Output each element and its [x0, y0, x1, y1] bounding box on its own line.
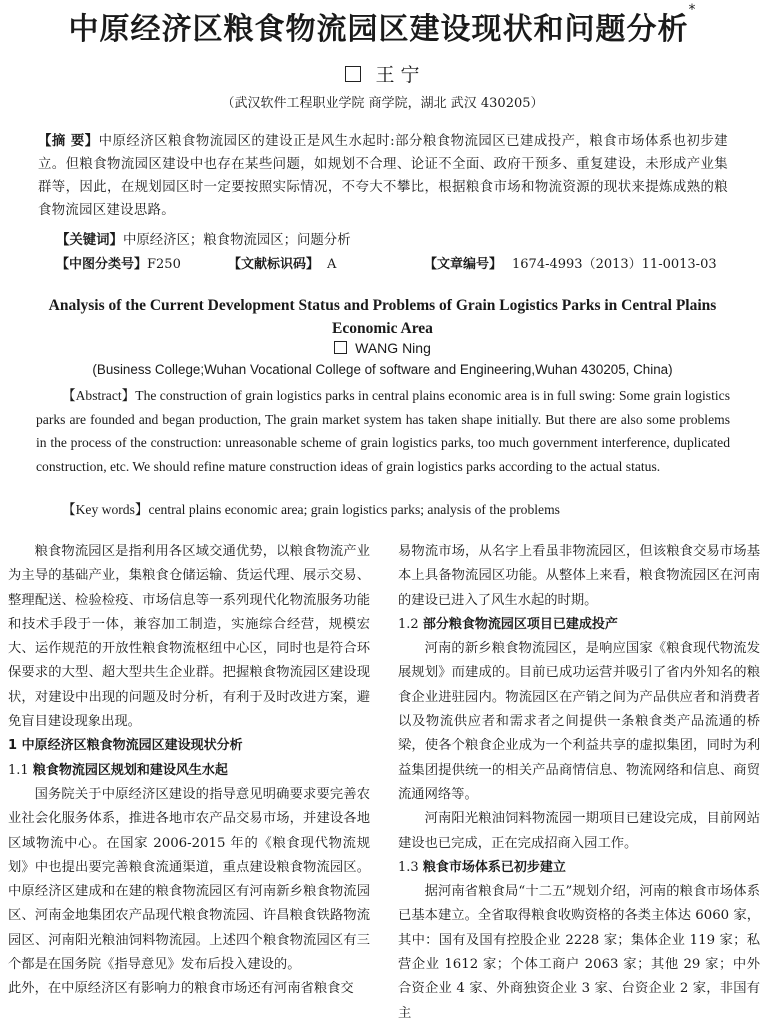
- english-author-name: WANG Ning: [355, 340, 431, 356]
- abstract-cn-text: 中原经济区粮食物流园区的建设正是风生水起时:部分粮食物流园区已建成投产，粮食市场体系也初步建立。但粮食物流园区建设中也存在某些问题，如规划不合理、论证不全面、政府干预多、重复建设，未形成产业集群等，因此，在规划园区时一定要按照实际情况，不夸大不攀比，根据粮食市场和物流资源的现状来提炼成熟的粮食物流园区建设思路。: [38, 134, 728, 218]
- title-footnote-mark: *: [688, 2, 697, 18]
- keywords-cn-label: 【关键词】: [56, 233, 123, 248]
- english-affiliation: (Business College;Wuhan Vocational College of software and Engineering,Wuhan 430205, China): [92, 362, 673, 377]
- author-name: 王 宁: [375, 64, 420, 86]
- author-box-icon: [345, 66, 361, 82]
- english-keywords: [62, 498, 560, 518]
- paragraph: 国务院关于中原经济区建设的指导意见明确要求要完善农业社会化服务体系，推进各地市农产品交易市场，并建设各地区域物流中心。在国家 2006-2015 年的《粮食现代物流规划》中也提出要完善粮食流通渠道，重点建设粮食物流园区。中原经济区建成和在建的粮食物流园区有河南新乡粮食物流园区、河南金地集团农产品现代粮食物流园、许昌粮食铁路物流园区、河南阳光粮油饲料物流园。上述四个粮食物流园区有三个都是在国务院《指导意见》发布后投入建设的。: [8, 786, 370, 973]
- doc-code: 【文献标识码】 A: [228, 257, 337, 272]
- paragraph: 据河南省粮食局“十二五”规划介绍，河南的粮食市场体系已基本建立。全省取得粮食收购资格的各类主体达 6060 家，其中：国有及国有控股企业 2228 家；集体企业 119 家；私营企业 1612 家；个体工商户 2063 家；其他 29 家；中外合资企业 4 家、外商独资企业 3 家、台资企业 2 家，非国有主: [398, 884, 760, 1021]
- abstract-cn-label: 【摘 要】: [38, 134, 99, 149]
- subsection-heading: 1.3 粮食市场体系已初步建立: [398, 859, 566, 875]
- paragraph: 此外，在中原经济区有影响力的粮食市场还有河南省粮食交: [8, 981, 354, 997]
- english-abstract-text: The construction of grain logistics parks in central plains economic area is in full swing: Some grain logistics parks are founded and began production, The grain market system has taken shape initially. But there are also some problems in the process of the construction: unreasonable scheme of grain logistics parks, too much government interference, duplicated construction, etc. We should refine mature construction ideas of grain logistics parks according to the actual status.: [36, 388, 730, 474]
- body-column-right: [398, 540, 760, 1026]
- paragraph: 粮食物流园区是指利用各区域交通优势，以粮食物流产业为主导的基础产业，集粮食仓储运输、货运代理、展示交易、整理配送、检验检疫、市场信息等一系列现代化物流服务功能和技术手段于一体，兼容加工制造，实施综合经营，规模宏大、运作规范的开放性粮食物流枢纽中心区，同时也是符合环保要求的大型、超大型共生企业群。把握粮食物流园区建设现状，对建设中出现的问题及时分析，有利于及时改进方案，避免盲目建设现象出现。: [8, 544, 370, 730]
- clc-number: 【中图分类号】F250: [56, 257, 181, 272]
- article-number: 【文章编号】 1674-4993（2013）11-0013-03: [424, 257, 717, 272]
- keywords-cn: [56, 229, 351, 248]
- paper-title: 中原经济区粮食物流园区建设现状和问题分析*: [68, 2, 697, 47]
- english-abstract-label: 【Abstract】: [62, 388, 136, 403]
- keywords-cn-text: 中原经济区；粮食物流园区；问题分析: [122, 233, 351, 248]
- english-author-line: [0, 340, 765, 356]
- author-line: [0, 60, 765, 87]
- paragraph: 易物流市场，从名字上看虽非物流园区，但该粮食交易市场基本上具备物流园区功能。从整体上来看，粮食物流园区在河南的建设已进入了风生水起的时期。: [398, 544, 760, 608]
- subsection-heading: 1.2 部分粮食物流园区项目已建成投产: [398, 616, 618, 632]
- english-author-box-icon: [334, 341, 347, 354]
- english-abstract: [36, 384, 730, 478]
- english-keywords-label: 【Key words】: [62, 502, 149, 517]
- body-column-left: [8, 540, 370, 1002]
- paragraph: 河南阳光粮油饲料物流园一期项目已建设完成，目前网站建设也已完成，正在完成招商入园工作。: [398, 811, 760, 851]
- affiliation: （武汉软件工程职业学院 商学院，湖北 武汉 430205）: [221, 96, 544, 111]
- english-keywords-text: central plains economic area; grain logistics parks; analysis of the problems: [148, 502, 560, 517]
- subsection-heading: 1.1 粮食物流园区规划和建设风生水起: [8, 762, 228, 778]
- section-heading: 1 中原经济区粮食物流园区建设现状分析: [8, 738, 243, 754]
- english-title: Analysis of the Current Development Status and Problems of Grain Logistics Parks in Central Plains Economic Area: [48, 297, 717, 337]
- abstract-cn: [38, 130, 728, 222]
- paragraph: 河南的新乡粮食物流园区，是响应国家《粮食现代物流发展规划》而建成的。目前已成功运营并吸引了省内外知名的粮食企业进驻园内。物流园区在产销之间为产品供应者和消费者以及物流供应者和需求者之间提供一条粮食类产品流通的桥梁，使各个粮食企业成为一个利益共享的虚拟集团，同时为利益集团提供统一的相关产品商情信息、物流网络和信息、商贸流通网络等。: [398, 641, 760, 802]
